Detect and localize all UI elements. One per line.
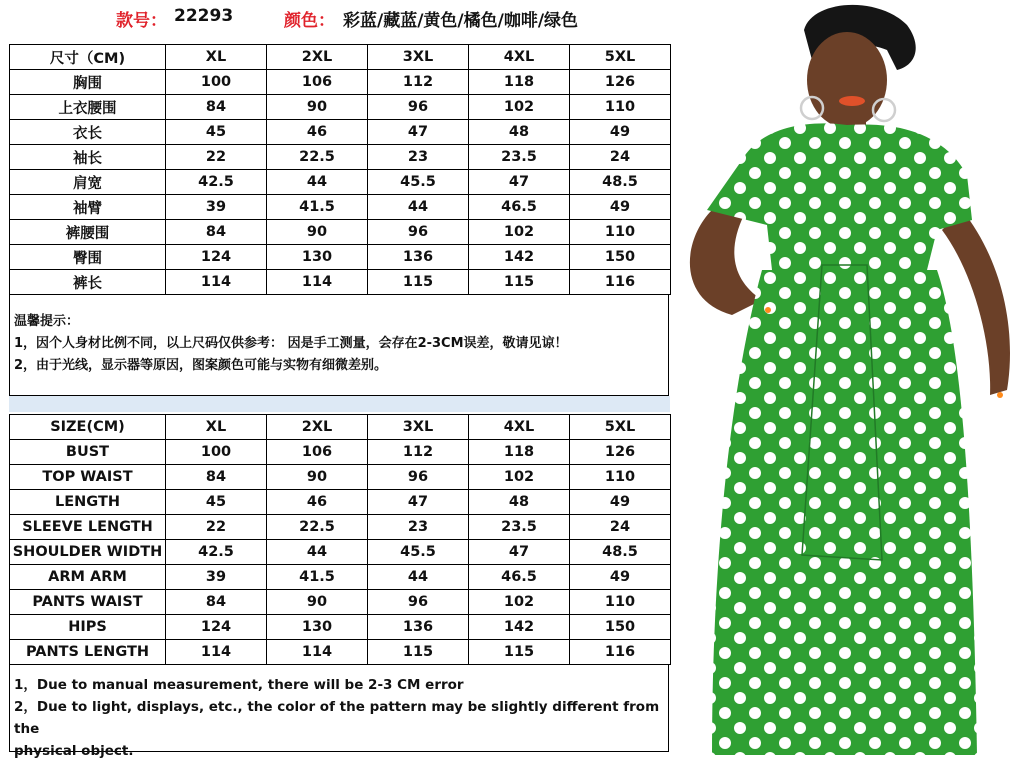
table-cell: 110 — [570, 95, 671, 120]
table-cell: 84 — [166, 465, 267, 490]
measure-label: LENGTH — [10, 490, 166, 515]
table-cell: 115 — [469, 640, 570, 665]
table-cell: 100 — [166, 440, 267, 465]
table-cell: 90 — [267, 465, 368, 490]
table-cell: 130 — [267, 245, 368, 270]
table-row — [10, 270, 671, 295]
table-row — [10, 465, 671, 490]
table-cell: 46 — [267, 490, 368, 515]
color-options: 彩蓝/藏蓝/黄色/橘色/咖啡/绿色 — [343, 11, 579, 31]
table-header-cell: SIZE(CM) — [10, 415, 166, 440]
table-cell: 115 — [469, 270, 570, 295]
table-cell: 142 — [469, 615, 570, 640]
table-cell: 44 — [267, 540, 368, 565]
table-cell: 112 — [368, 70, 469, 95]
table-cell: 23.5 — [469, 145, 570, 170]
note-line: physical object. — [14, 743, 134, 759]
measure-label: ARM ARM — [10, 565, 166, 590]
table-row — [10, 565, 671, 590]
table-cell: 84 — [166, 95, 267, 120]
table-cell: 22.5 — [267, 515, 368, 540]
table-cell: 45 — [166, 490, 267, 515]
table-cell: 49 — [570, 565, 671, 590]
table-cell: 114 — [267, 270, 368, 295]
table-cell: 48.5 — [570, 540, 671, 565]
table-cell: 49 — [570, 120, 671, 145]
measure-label: PANTS LENGTH — [10, 640, 166, 665]
table-header-cell: 2XL — [267, 415, 368, 440]
table-cell: 45.5 — [368, 170, 469, 195]
measure-label: SLEEVE LENGTH — [10, 515, 166, 540]
table-cell: 136 — [368, 245, 469, 270]
table-cell: 22.5 — [267, 145, 368, 170]
table-row — [10, 195, 671, 220]
table-cell: 22 — [166, 515, 267, 540]
table-row — [10, 515, 671, 540]
measure-label: 臀围 — [10, 245, 166, 270]
table-cell: 49 — [570, 195, 671, 220]
table-cell: 130 — [267, 615, 368, 640]
table-header-cell: XL — [166, 45, 267, 70]
table-cell: 136 — [368, 615, 469, 640]
measure-label: SHOULDER WIDTH — [10, 540, 166, 565]
table-row — [10, 590, 671, 615]
table-header-cell: 3XL — [368, 415, 469, 440]
table-cell: 142 — [469, 245, 570, 270]
table-cell: 49 — [570, 490, 671, 515]
table-cell: 102 — [469, 95, 570, 120]
table-cell: 24 — [570, 145, 671, 170]
table-cell: 24 — [570, 515, 671, 540]
table-cell: 118 — [469, 440, 570, 465]
table-cell: 96 — [368, 95, 469, 120]
table-cell: 42.5 — [166, 170, 267, 195]
notes-title: 温馨提示： — [14, 314, 80, 329]
table-row — [10, 145, 671, 170]
table-cell: 124 — [166, 245, 267, 270]
table-cell: 115 — [368, 270, 469, 295]
model-photo — [672, 0, 1032, 755]
table-cell: 100 — [166, 70, 267, 95]
table-row — [10, 120, 671, 145]
table-cell: 23 — [368, 145, 469, 170]
table-cell: 102 — [469, 220, 570, 245]
table-cell: 110 — [570, 590, 671, 615]
table-row — [10, 490, 671, 515]
table-cell: 84 — [166, 220, 267, 245]
table-cell: 150 — [570, 615, 671, 640]
note-line: 1，Due to manual measurement, there will be 2-3 CM error — [14, 677, 464, 693]
table-cell: 39 — [166, 565, 267, 590]
table-row — [10, 540, 671, 565]
table-cell: 39 — [166, 195, 267, 220]
table-header-cell: 尺寸（CM) — [10, 45, 166, 70]
table-cell: 126 — [570, 70, 671, 95]
table-cell: 102 — [469, 465, 570, 490]
english-notes — [9, 664, 669, 759]
table-cell: 84 — [166, 590, 267, 615]
table-cell: 44 — [267, 170, 368, 195]
measure-label: 袖长 — [10, 145, 166, 170]
table-cell: 45.5 — [368, 540, 469, 565]
table-cell: 45 — [166, 120, 267, 145]
table-cell: 115 — [368, 640, 469, 665]
table-row — [10, 640, 671, 665]
table-cell: 110 — [570, 465, 671, 490]
table-cell: 22 — [166, 145, 267, 170]
table-cell: 150 — [570, 245, 671, 270]
size-table-chinese — [9, 44, 671, 295]
table-row — [10, 70, 671, 95]
table-row — [10, 170, 671, 195]
table-cell: 106 — [267, 440, 368, 465]
table-row — [10, 220, 671, 245]
note-line: 2，Due to light, displays, etc., the color of the pattern may be slightly different from the — [14, 699, 660, 737]
measure-label: 裤腰围 — [10, 220, 166, 245]
table-header-cell: 4XL — [469, 45, 570, 70]
product-header — [0, 4, 670, 32]
table-cell: 112 — [368, 440, 469, 465]
table-row — [10, 95, 671, 120]
table-cell: 47 — [469, 170, 570, 195]
table-cell: 48 — [469, 120, 570, 145]
table-cell: 44 — [368, 195, 469, 220]
section-divider — [9, 396, 670, 412]
measure-label: 裤长 — [10, 270, 166, 295]
measure-label: TOP WAIST — [10, 465, 166, 490]
note-line: 2，由于光线，显示器等原因，图案颜色可能与实物有细微差别。 — [14, 358, 388, 373]
measure-label: BUST — [10, 440, 166, 465]
table-row — [10, 615, 671, 640]
table-header-cell: 5XL — [570, 415, 671, 440]
table-cell: 124 — [166, 615, 267, 640]
style-number-value: 22293 — [174, 6, 234, 26]
table-cell: 23.5 — [469, 515, 570, 540]
table-cell: 23 — [368, 515, 469, 540]
table-cell: 90 — [267, 95, 368, 120]
measure-label: 肩宽 — [10, 170, 166, 195]
table-cell: 47 — [368, 120, 469, 145]
table-cell: 116 — [570, 640, 671, 665]
measure-label: 上衣腰围 — [10, 95, 166, 120]
measure-label: 袖臂 — [10, 195, 166, 220]
table-header-row — [10, 415, 671, 440]
table-header-cell: XL — [166, 415, 267, 440]
table-cell: 46.5 — [469, 195, 570, 220]
table-cell: 90 — [267, 220, 368, 245]
table-header-cell: 3XL — [368, 45, 469, 70]
measure-label: PANTS WAIST — [10, 590, 166, 615]
size-table-english — [9, 414, 671, 665]
table-cell: 110 — [570, 220, 671, 245]
table-cell: 44 — [368, 565, 469, 590]
note-line: 1，因个人身材比例不同，以上尺码仅供参考： 因是手工测量，会存在2-3CM误差，敬请见谅！ — [14, 336, 568, 351]
table-cell: 116 — [570, 270, 671, 295]
table-cell: 126 — [570, 440, 671, 465]
table-cell: 47 — [469, 540, 570, 565]
measure-label: 衣长 — [10, 120, 166, 145]
table-row — [10, 440, 671, 465]
table-cell: 118 — [469, 70, 570, 95]
measure-label: HIPS — [10, 615, 166, 640]
table-cell: 42.5 — [166, 540, 267, 565]
chinese-notes — [9, 294, 669, 396]
color-label: 颜色： — [284, 11, 335, 31]
style-number-label: 款号： — [116, 11, 167, 31]
table-header-cell: 2XL — [267, 45, 368, 70]
table-cell: 48 — [469, 490, 570, 515]
table-cell: 96 — [368, 465, 469, 490]
table-cell: 46 — [267, 120, 368, 145]
table-cell: 47 — [368, 490, 469, 515]
table-cell: 90 — [267, 590, 368, 615]
table-header-cell: 5XL — [570, 45, 671, 70]
table-header-row — [10, 45, 671, 70]
table-header-cell: 4XL — [469, 415, 570, 440]
measure-label: 胸围 — [10, 70, 166, 95]
table-cell: 114 — [166, 270, 267, 295]
table-cell: 114 — [166, 640, 267, 665]
table-cell: 114 — [267, 640, 368, 665]
table-cell: 102 — [469, 590, 570, 615]
table-cell: 48.5 — [570, 170, 671, 195]
table-cell: 96 — [368, 220, 469, 245]
table-cell: 46.5 — [469, 565, 570, 590]
table-cell: 96 — [368, 590, 469, 615]
table-cell: 41.5 — [267, 195, 368, 220]
table-cell: 106 — [267, 70, 368, 95]
table-cell: 41.5 — [267, 565, 368, 590]
table-row — [10, 245, 671, 270]
